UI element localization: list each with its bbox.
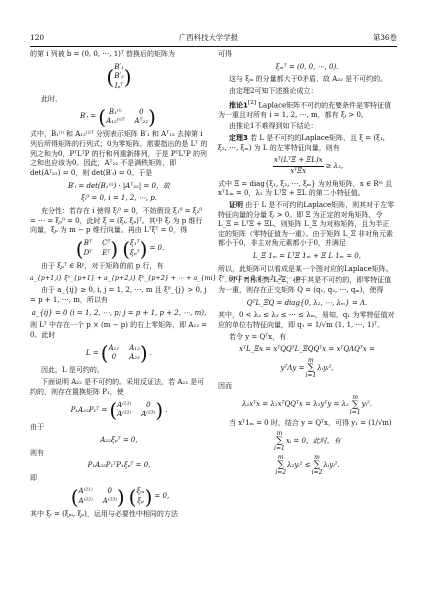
- equation-part: yᵢ².: [361, 400, 373, 409]
- equation-block-matrix: ( Bᵀ Cᵀ Dᵀ Eᵀ ) ( ξ₁ᵀ ξₚᵀ ) = 0.: [75, 236, 165, 261]
- proof-text: 由于 L 是不可约的Laplace矩阵，则其对于左零特征向量的分量 ξᵢ > 0。即 Ξ 为正定的对角矩阵，令 L_Ξ = LᵀΞ + ΞL，则矩阵 L_Ξ 为对称矩阵，且为半正定的矩阵（零特征值为一重）。由于矩阵 L_Ξ 非对角元素都小于0，非主对角元素都小于0，并满足: [218, 200, 395, 248]
- paragraph: 由于 a_{ij} ≥ 0, i, j = 1, 2, ⋯, m 且 ξ⁰_{j} > 0, j = p + 1, ⋯, m，所以有: [30, 286, 207, 304]
- right-column: [218, 50, 396, 589]
- equation: xᵀL_Ξx = xᵀQQᵀL_ΞQQᵀx = xᵀQΛQᵀx =: [239, 345, 375, 354]
- fraction-numerator: xᵀ(LᵀΞ + ΞL)x: [273, 156, 324, 167]
- matrix-entry: A₁₂⁽ⁱ⁾ᵀ: [106, 117, 125, 126]
- proof: [218, 201, 396, 249]
- matrix-entry: 0: [146, 400, 151, 409]
- theorem-text: 若 L 是不可约的Laplace矩阵，且 ξ = (ξ₁, ξ₂, ⋯, ξₘ) 为 L 的左零特征向量，则有: [218, 133, 385, 152]
- paragraph: 若令 y = Qᵀx，有: [229, 332, 287, 341]
- equation-part: λᵢyᵢ²,: [317, 363, 334, 372]
- paragraph: 此时，: [41, 94, 62, 103]
- paragraph: 可得: [218, 50, 232, 58]
- equation: A₂₂ξₚᵀ = 0,: [100, 436, 138, 445]
- matrix-entry: Bᵀ: [83, 239, 92, 248]
- paragraph: 的第 i 列被 b = (0, 0, ⋯, 1)ᵀ 替换后的矩阵为: [30, 50, 176, 58]
- paragraph: 下面说明 A₂₂ 是不可约的。采用反证法，若 A₂₂ 是可约的，则存在置换矩阵 P₁，使: [30, 378, 205, 396]
- matrix-entry: A⁽²¹⁾: [117, 400, 132, 409]
- volume-label: 第36卷: [372, 33, 397, 42]
- paragraph: 其中 ξₜ = (ξₘ, ξₚ)，运用与必要性中相同的方法: [30, 509, 178, 518]
- equation-l-matrix: L = ( A₁₁ A₁₂ 0 A₂₂ ) .: [86, 341, 152, 366]
- equation-sum-inequality: [218, 455, 396, 476]
- equation: ξᵢ⁰ = 0, i = 1, 2, ⋯, p.: [81, 194, 157, 203]
- equation-sum: [218, 395, 396, 416]
- matrix-entry: A₂₂: [129, 353, 140, 362]
- equation: a_{ij} = 0 (i = 1, 2, ⋯, p; j = p + 1, p + 2, ⋯, m),: [31, 308, 207, 317]
- proof-label: 证明: [229, 200, 243, 209]
- paragraph: 充分性：若存在 i 使得 ξᵢ⁰ = 0，不妨假设 ξ₁⁰ = ξ₂⁰ = ⋯ = ξₚ⁰ = 0，此时 ξ = (ξᵢ, ξₚ)ᵀ。其中 ξᵢ 为 p 维行向量，ξₚ 为 m − p 维行向量。再由 Lᵀξᵀ = 0，得: [30, 206, 203, 235]
- paragraph: 即: [30, 474, 37, 483]
- paragraph: 其中，0 < λ₂ ≤ λ₃ ≤ ⋯ ≤ λₘ，易知，q₁ 为零特征值对应的单位右特征向量，即 q₁ = 1/√m (1, 1, ⋯, 1)ᵀ。: [218, 311, 395, 330]
- theorem-label: 定理3: [229, 133, 248, 142]
- corollary-label: 推论1: [229, 100, 248, 109]
- equation: QᵀL_ΞQ = diag{0, λ₂, ⋯, λₘ} = Λ.: [246, 298, 368, 307]
- citation: [2]: [247, 99, 257, 106]
- sum-symbol: m ∑ i=2: [311, 454, 323, 477]
- paragraph: 式中，B₁⁽ⁱ⁾ 和 A₁₂⁽ⁱ⁾ᵀ 分别表示矩阵 B′₁ 和 Aᵀ₁₂ 去掉第 i 列后所得矩阵的行列式；0为零矩阵。需要指出的是 Lᵀ 的列之和为0，PᵀLᵀP 的行和列重新排列，于是 PᵀLᵀP 的列之和也应该为0。因此，Aᵀ₂₂ 不是满秩矩阵，即 det(Aᵀ₂₂) = 0，则 det(B′ᵢ) = 0。于是: [30, 130, 208, 177]
- paragraph: 对于对称矩阵 L_Ξ，由于其是不可约的，即零特征值为一重，则存在正交矩阵 Q = (q₁, q₂, ⋯, qₘ)，使得: [218, 276, 392, 295]
- equation-permutation: P₁A₂₂P₁ᵀ = ( A⁽²¹⁾ 0 A⁽²²⁾ A⁽²³⁾ ) .: [70, 398, 168, 423]
- matrix-entry: A⁽²²⁾: [78, 496, 93, 505]
- matrix-entry: 0: [107, 487, 112, 496]
- paragraph: 因此，L 是可约的。: [41, 366, 104, 375]
- matrix-b-prime: ( B′₁ B′₂ Iₚᵀ ): [106, 62, 132, 90]
- equation-lhs: B′ᵢ =: [80, 112, 97, 121]
- paragraph: 这与 ξₘ 的分量都大于0矛盾，故 A₂₂ 是不可约的。: [229, 75, 388, 84]
- matrix-entry: 0: [139, 107, 144, 116]
- matrix-entry: A⁽²³⁾: [141, 410, 156, 419]
- equation-sum: [218, 431, 396, 452]
- matrix-entry: A⁽²¹⁾: [78, 487, 93, 496]
- page-header: [30, 33, 397, 44]
- paragraph: 则 Lᵀ 中存在一个 p × (m − p) 的右上零矩阵，即 A₁₂ = 0。此时: [30, 321, 208, 339]
- matrix-entry: A⁽²³⁾: [102, 496, 117, 505]
- paragraph: 则有: [30, 448, 44, 457]
- matrix-entry: A⁽²²⁾: [117, 410, 132, 419]
- paragraph: 式中 Ξ = diag{ξ₁, ξ₂, ⋯, ξₘ} 为对角矩阵，x ∈ Rᵐ 且 xᵀ1ₘ = 0，λ₂ 为 LᵀΞ + ΞL 的第二小特征值。: [218, 179, 393, 198]
- equation-block-vector: ( A⁽²¹⁾ 0 A⁽²²⁾ A⁽²³⁾ ) ( ξₘ ξₚ ) = 0,: [70, 484, 170, 509]
- paragraph: 当 xᵀ1ₘ = 0 时，结合 y = Qᵀx，可得 y₁ = (1/√m): [229, 418, 392, 427]
- paragraph: 由于 ξₚᵀ ∈ Rᵖ，对于矩阵的前 p 行，有: [41, 261, 164, 270]
- header-rule: [30, 46, 397, 47]
- equation-lhs: P₁A₂₂P₁ᵀ =: [70, 405, 108, 414]
- equation: P₁A₂₂P₁ᵀP₁ξₚᵀ = 0,: [87, 461, 151, 470]
- equation-part: yᵀΛy =: [280, 363, 305, 372]
- fraction-denominator: xᵀΞx: [290, 166, 307, 175]
- matrix-entry: Aᵀ₂₂: [134, 117, 149, 126]
- matrix-entry: A₁₁: [108, 343, 120, 352]
- sum-symbol: m ∑ i=1: [305, 357, 317, 380]
- equation: a_{p+1,i} ξ⁰_{p+1} + a_{p+2,i} ξ⁰_{p+2} + ⋯ + a_{mi} ξ⁰_{m} = 0, i = 1, 2, ⋯, p.: [30, 274, 303, 282]
- vector-entry: ξₘ: [136, 487, 145, 496]
- paragraph: 因而: [218, 382, 232, 391]
- vector-entry: ξ₁ᵀ: [130, 239, 140, 248]
- paragraph: 由定理2可知下述推论成立：: [229, 86, 318, 95]
- matrix-entry: 0: [111, 353, 117, 362]
- equation-part: xᵢ = 0，此时，有: [285, 437, 341, 446]
- equation-part: λᵢyᵢ².: [323, 461, 340, 470]
- theorem-3: [218, 134, 396, 153]
- equation-lhs: L =: [86, 348, 99, 357]
- page-number: 120: [30, 33, 45, 42]
- matrix-entry: Dᵀ: [83, 248, 93, 257]
- sum-symbol: m ∑ i=1: [274, 430, 285, 453]
- matrix-entry: Eᵀ: [102, 248, 111, 257]
- matrix-entry: Cᵀ: [102, 239, 111, 248]
- equation-rhs: = 0.: [149, 244, 165, 253]
- matrix-entry: B′₁: [114, 62, 124, 71]
- vector-entry: ξₚ: [137, 496, 144, 505]
- paragraph: 由推论1不难得到如下结论：: [229, 122, 318, 131]
- matrix-entry: B₁⁽ⁱ⁾: [108, 107, 122, 116]
- matrix-entry: A₁₂: [129, 343, 140, 352]
- rayleigh-inequality: [218, 156, 396, 176]
- equation-part: λ₂yᵢ² ≤: [287, 461, 311, 470]
- equation: L_Ξ 1ₘ = LᵀΞ 1ₘ + Ξ L 1ₘ = 0,: [253, 252, 361, 261]
- corollary-text: Laplace矩阵不可约的充要条件是零特征值为一重且对所有 i = 1, 2, ⋯, m，都有 ξᵢ > 0。: [218, 100, 392, 119]
- paragraph: 所以，此矩阵可以看成是某一个图对应的Laplace矩阵。: [218, 264, 393, 273]
- equation: B′ᵢ = det(B₁⁽ⁱ⁾) · |Aᵀ₂₂| = 0，故: [68, 181, 170, 190]
- equation-bi-prime: B′ᵢ = ( B₁⁽ⁱ⁾ 0 A₁₂⁽ⁱ⁾ᵀ Aᵀ₂₂ ): [80, 105, 156, 130]
- journal-name: 广西科技大学学报: [178, 33, 239, 42]
- equation-rhs: ≥ λ₂,: [325, 161, 344, 170]
- equation-end: .: [165, 405, 168, 414]
- equation-rhs: = 0,: [154, 491, 170, 500]
- paragraph: 由于: [30, 423, 44, 432]
- sum-symbol: m ∑ i=2: [275, 454, 287, 477]
- equation-sum: [218, 358, 396, 379]
- corollary-1: [218, 99, 396, 121]
- equation-end: .: [149, 348, 152, 357]
- vector-entry: ξₚᵀ: [130, 248, 140, 257]
- sum-symbol: m ∑ i=1: [349, 393, 361, 416]
- matrix-entry: B′₂: [114, 72, 124, 81]
- matrix-entry: Iₚᵀ: [114, 81, 124, 90]
- equation-part: λ₂xᵀx = λ₂xᵀQQᵀx = λ₂yᵀy = λ₂: [241, 400, 349, 409]
- equation: ξₘᵀ = (0, 0, ⋯, 0).: [275, 62, 339, 71]
